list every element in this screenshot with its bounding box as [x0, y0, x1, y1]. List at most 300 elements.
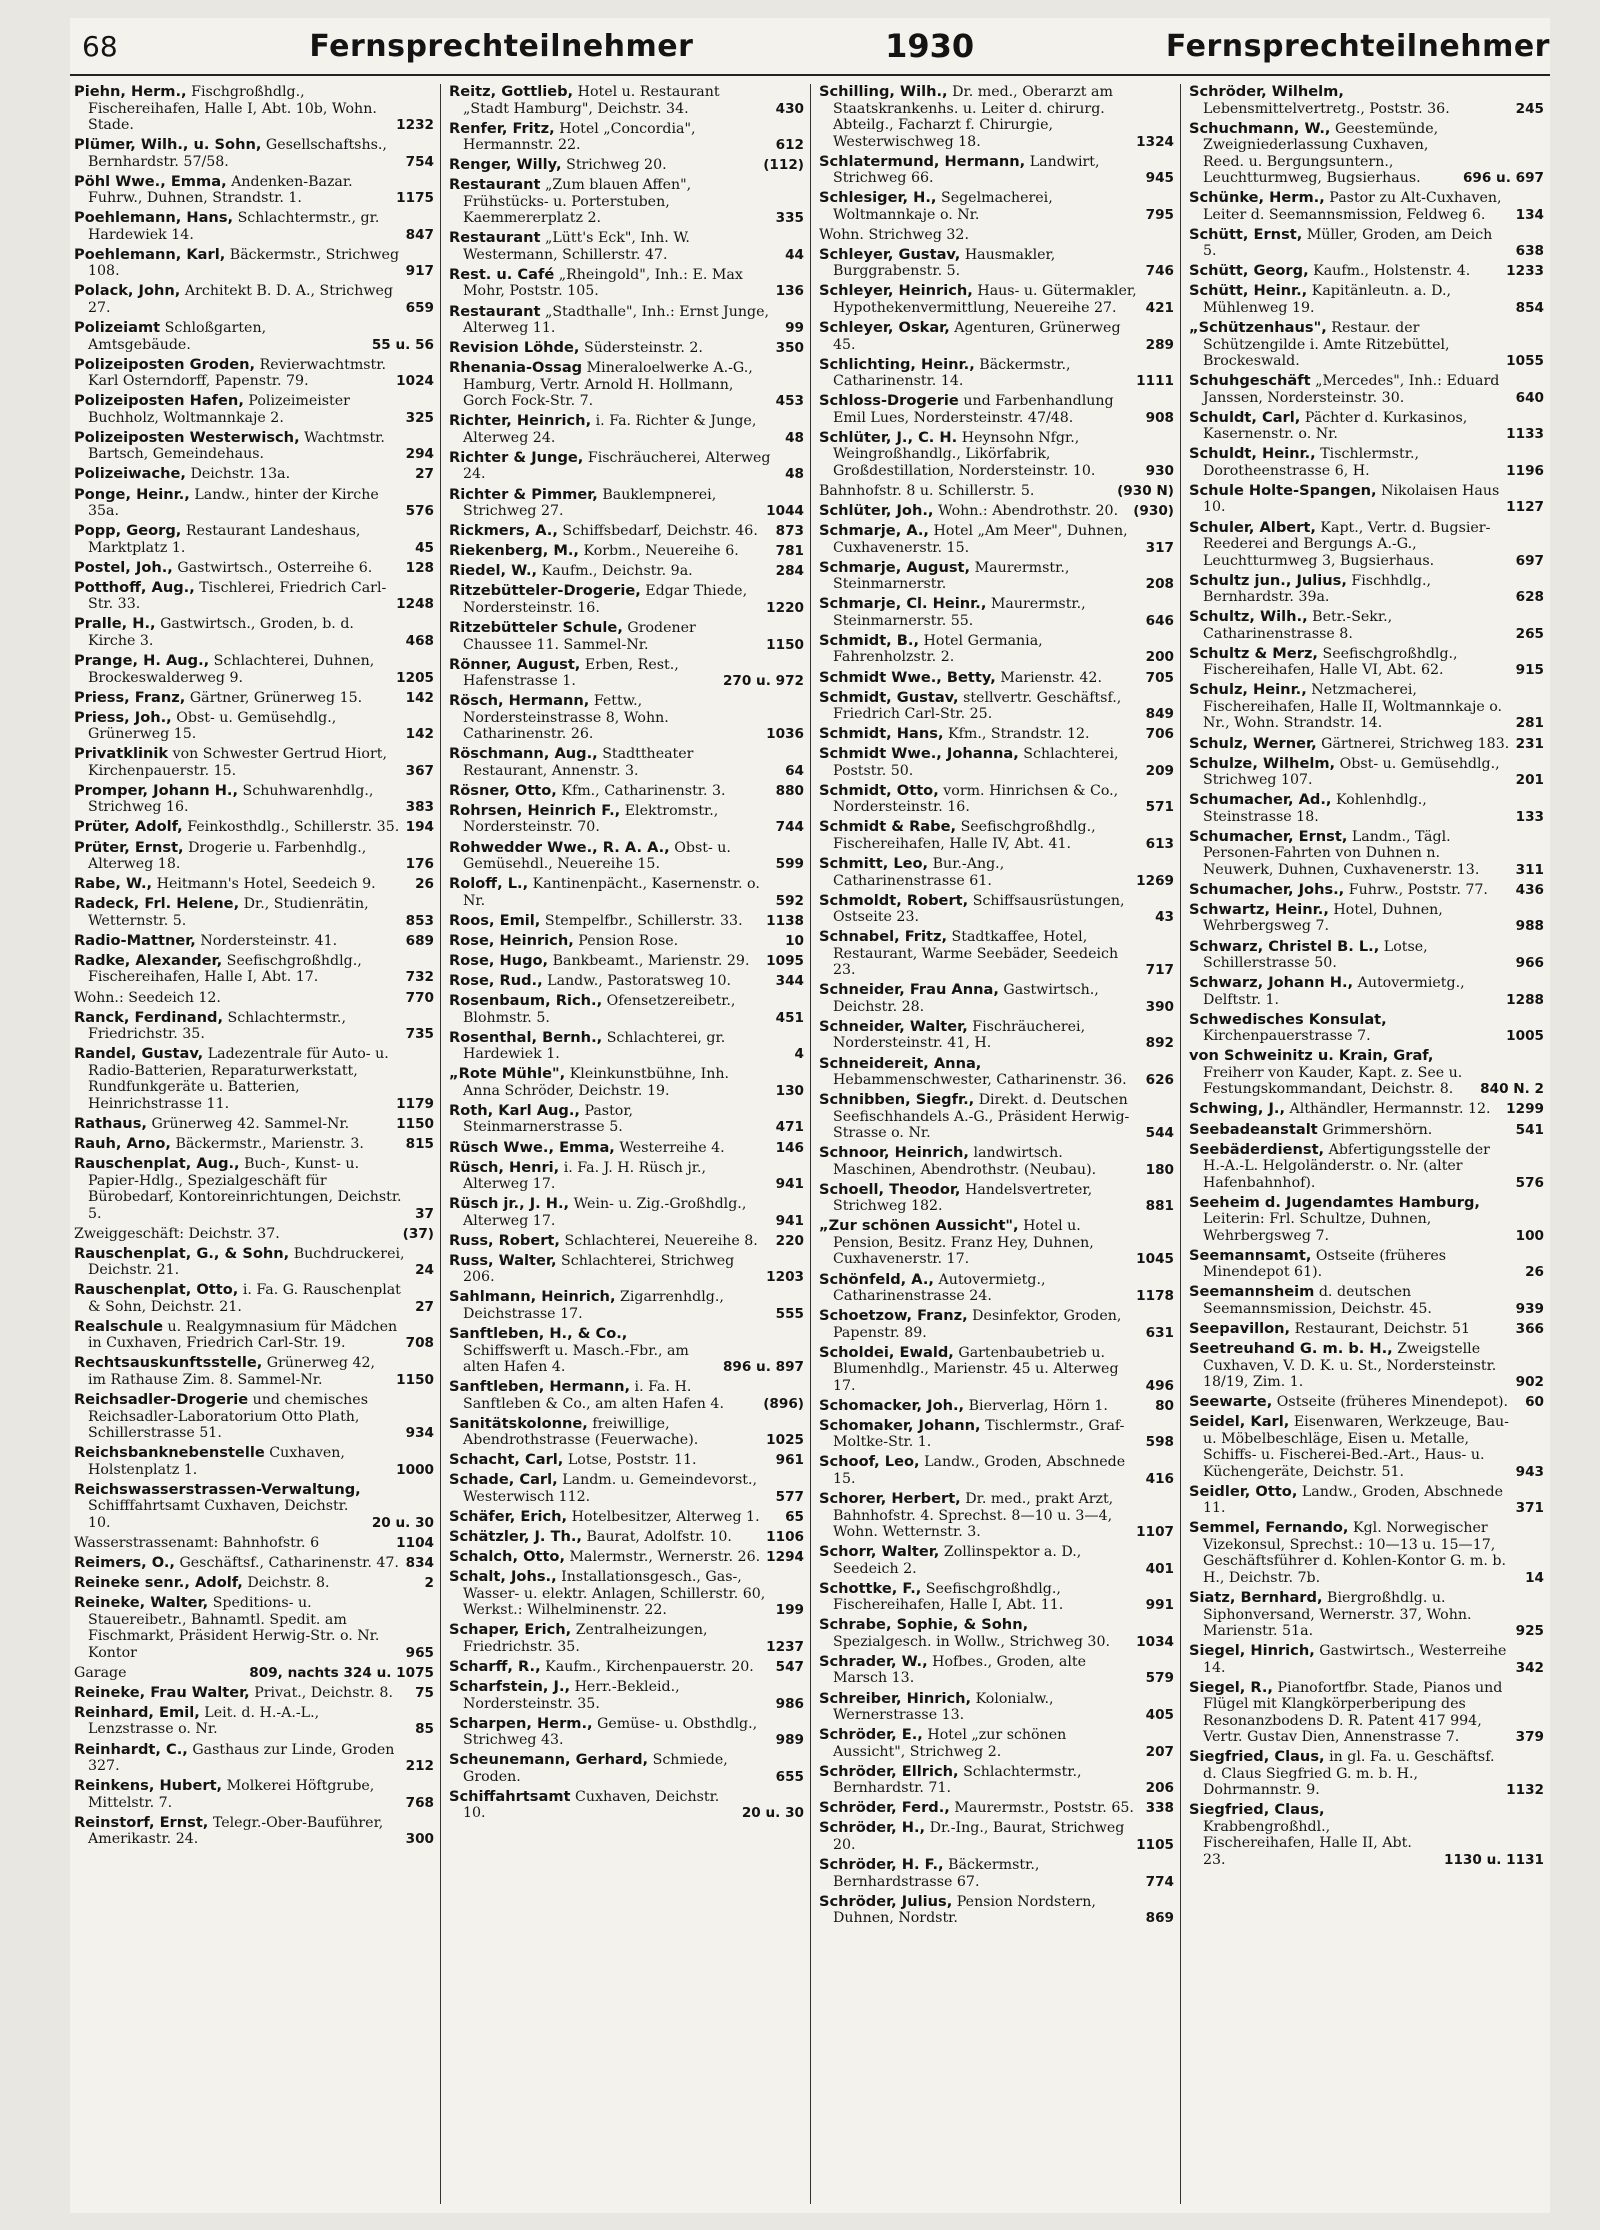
entry-name: Schwedisches Konsulat, [1189, 1010, 1387, 1028]
entry-phone-number: 592 [775, 892, 804, 909]
entry-name: Schütt, Heinr., [1189, 282, 1308, 300]
page-number: 68 [82, 29, 118, 63]
entry-name: Sanftleben, H., & Co., [449, 1325, 628, 1343]
entry-details: Privat., Deichstr. 8. [254, 1684, 393, 1701]
directory-entry [1189, 1321, 1544, 1338]
entry-text [819, 1616, 1130, 1650]
entry-text [819, 1543, 1140, 1577]
entry-name: Schwarz, Johann H., [1189, 974, 1354, 992]
directory-entry [74, 840, 434, 873]
entry-details: „Zum blauen Affen", Frühstücks- u. Porterstuben, Kaemmererplatz 2. [463, 177, 692, 227]
entry-text [819, 355, 1130, 390]
entry-phone-number: 579 [1145, 1670, 1174, 1687]
entry-name: Schuler, Albert, [1189, 518, 1316, 536]
entry-name: Siegel, Hinrich, [1189, 1642, 1315, 1660]
entry-text [1189, 408, 1500, 443]
entry-phone-number: 1150 [396, 1371, 434, 1388]
entry-name: Randel, Gustav, [74, 1045, 204, 1063]
entry-phone-number: 55 u. 56 [371, 336, 434, 353]
directory-entry [74, 1116, 434, 1133]
entry-text [74, 1225, 397, 1243]
entry-name: Pöhl Wwe., Emma, [74, 172, 227, 190]
entry-phone-number: 142 [405, 689, 434, 706]
entry-phone-number: 1269 [1136, 872, 1174, 889]
entry-text [449, 1414, 760, 1449]
entry-phone-number: 754 [405, 153, 434, 170]
entry-details: u. Realgymnasium für Mädchen in Cuxhaven, Friedrich Carl-Str. 19. [88, 1318, 398, 1352]
entry-text [819, 1144, 1140, 1178]
directory-entry [74, 990, 434, 1007]
entry-text [1189, 1748, 1500, 1799]
directory-entry [74, 710, 434, 743]
entry-name: Polizeiposten Groden, [74, 355, 256, 373]
directory-entry [819, 560, 1174, 593]
directory-entry [449, 1549, 804, 1566]
directory-entry [74, 1555, 434, 1572]
entry-name: Schnibben, Siegfr., [819, 1091, 975, 1109]
entry-name: Popp, Georg, [74, 522, 182, 540]
entry-text [74, 1354, 390, 1388]
entry-text [449, 1621, 760, 1655]
directory-entry [449, 360, 804, 410]
entry-details: Gasthaus zur Linde, Groden 327. [88, 1741, 395, 1774]
entry-phone-number: 892 [1145, 1035, 1174, 1052]
entry-name: Riekenberg, M., [449, 542, 579, 560]
entry-name: Restaurant [449, 176, 541, 194]
entry-name: Rose, Hugo, [449, 951, 549, 969]
entry-details: Ofensetzereibetr., Blohmstr. 5. [463, 993, 736, 1026]
directory-entry [819, 982, 1174, 1015]
directory-entry [449, 1326, 804, 1376]
entry-text [819, 226, 1168, 244]
entry-phone-number: 134 [1515, 206, 1544, 223]
entry-details: Schlachterei, Strichweg 206. [463, 1252, 735, 1286]
directory-entry [74, 1595, 434, 1661]
directory-entry [74, 320, 434, 353]
entry-phone-number: 26 [415, 876, 434, 893]
entry-details: Cuxhaven, Deichstr. 10. [463, 1788, 720, 1822]
directory-entry [74, 1355, 434, 1388]
entry-phone-number: 853 [405, 912, 434, 929]
entry-name: Rhenania-Ossag [449, 359, 583, 377]
entry-details: und Farbenhandlung Emil Lues, Nordersteinstr. 47/48. [833, 393, 1114, 426]
entry-name: Prüter, Adolf, [74, 818, 183, 836]
entry-name: Russ, Walter, [449, 1251, 557, 1269]
directory-entry [819, 1491, 1174, 1541]
entry-name: Seewarte, [1189, 1393, 1273, 1411]
entry-text [1189, 1340, 1510, 1391]
entry-name: Rauschenplat, Otto, [74, 1281, 239, 1299]
entry-phone-number: 902 [1515, 1374, 1544, 1391]
entry-text [74, 1703, 409, 1738]
entry-phone-number: 180 [1145, 1161, 1174, 1178]
entry-name: Schumacher, Ad., [1189, 791, 1332, 809]
entry-details: Gastwirtsch., Groden, b. d. Kirche 3. [88, 616, 354, 649]
entry-phone-number: 599 [775, 856, 804, 873]
entry-text [819, 1017, 1140, 1052]
directory-entry [449, 1416, 804, 1449]
directory-entry [74, 1535, 434, 1552]
entry-phone-number: 1205 [396, 669, 434, 686]
entry-phone-number: 371 [1515, 1500, 1544, 1517]
entry-text [819, 928, 1140, 979]
entry-text [1189, 445, 1500, 479]
entry-name: Schorer, Herbert, [819, 1490, 961, 1508]
entry-name: Schilling, Wilh., [819, 84, 948, 100]
directory-entry [819, 84, 1174, 150]
entry-phone-number: 27 [415, 466, 434, 483]
entry-name: Schmarje, A., [819, 522, 929, 540]
entry-text [74, 895, 400, 929]
entry-details: Schiffswerft u. Masch.-Fbr., am alten Hafen 4. [463, 1342, 689, 1376]
entry-details: Nikolaisen Haus 10. [1203, 482, 1500, 516]
entry-text [449, 1101, 770, 1136]
directory-entry [449, 693, 804, 743]
entry-phone-number: 1220 [766, 599, 804, 616]
entry-phone-number: 207 [1145, 1743, 1174, 1760]
entry-details: Schifffahrtsamt Cuxhaven, Deichstr. 10. [88, 1498, 349, 1531]
entry-details: stellvertr. Geschäftsf., Friedrich Carl-Str. 25. [833, 689, 1122, 723]
directory-entry [74, 84, 434, 134]
entry-text [1189, 1246, 1519, 1281]
entry-text [74, 84, 390, 134]
entry-text [1189, 1047, 1474, 1098]
entry-name: Seemannsamt, [1189, 1246, 1312, 1264]
entry-name: Schulze, Wilhelm, [1189, 754, 1336, 772]
entry-name: Rabe, W., [74, 875, 153, 893]
entry-name: Scharpen, Herm., [449, 1714, 593, 1732]
entry-details: Schlachterei, gr. Hardewiek 1. [463, 1029, 726, 1063]
entry-text [449, 1528, 760, 1546]
entry-name: Schröder, Ferd., [819, 1799, 950, 1817]
entry-details: Andenken-Bazar. Fuhrw., Duhnen, Strandstr. 1. [88, 173, 353, 207]
entry-text [449, 1714, 770, 1749]
entry-text [74, 245, 400, 280]
entry-name: von Schweinitz u. Krain, Graf, [1189, 1047, 1434, 1065]
entry-details: „Lütt's Eck", Inh. W. Westermann, Schillerstr. 47. [463, 230, 690, 263]
entry-details: Landw., Pastoratsweg 10. [547, 973, 732, 990]
directory-entry [819, 1820, 1174, 1853]
directory-entry [819, 819, 1174, 852]
entry-text [449, 339, 770, 357]
entry-details: Wohn.: Abendrothstr. 20. [937, 503, 1119, 520]
directory-entry [1189, 1048, 1544, 1098]
entry-name: Schule Holte-Spangen, [1189, 481, 1377, 499]
entry-phone-number: (37) [402, 1225, 434, 1242]
directory-entry [819, 1418, 1174, 1451]
entry-phone-number: 945 [1145, 170, 1174, 187]
entry-text [819, 428, 1140, 480]
entry-phone-number: 468 [405, 632, 434, 649]
entry-name: Siegel, R., [1189, 1678, 1273, 1696]
entry-details: Telegr.-Ober-Bauführer, Amerikastr. 24. [88, 1814, 384, 1848]
directory-entry [74, 1156, 434, 1222]
entry-text [449, 156, 757, 174]
entry-details: Marienstr. 42. [1000, 669, 1102, 686]
directory-entry [74, 210, 434, 243]
directory-entry [819, 523, 1174, 556]
entry-text [819, 1762, 1140, 1797]
entry-name: Rest. u. Café [449, 265, 555, 283]
directory-entry [74, 896, 434, 929]
entry-details: Bauklempnerei, Strichweg 27. [463, 486, 717, 520]
directory-entry [74, 1010, 434, 1043]
directory-entry [449, 913, 804, 930]
entry-details: Cuxhaven, Holstenplatz 1. [88, 1445, 345, 1478]
entry-phone-number: 471 [775, 1119, 804, 1136]
entry-details: Maurermstr., Steinmarnerstr. 55. [833, 596, 1086, 629]
entry-phone-number: 281 [1515, 715, 1544, 732]
directory-entry [1189, 483, 1544, 516]
entry-name: Reinhard, Emil, [74, 1703, 200, 1721]
entry-details: Wachtmstr. Bartsch, Gemeindehaus. [88, 429, 385, 463]
entry-details: i. Fa. G. Rauschenplat & Sohn, Deichstr. 21. [88, 1282, 401, 1315]
entry-details: Kantinenpächt., Kasernenstr. o. Nr. [463, 876, 760, 909]
entry-text [819, 1091, 1140, 1142]
entry-text [449, 1568, 770, 1619]
entry-details: Tischlermstr., Dorotheenstrasse 6, H. [1203, 446, 1419, 479]
directory-entry [1189, 609, 1544, 642]
entry-details: Kolonialw., Wernerstrasse 13. [833, 1690, 1054, 1724]
entry-details: Fettw., Nordersteinstrasse 8, Wohn. Catharinenstr. 26. [463, 693, 669, 743]
entry-phone-number: 1036 [766, 726, 804, 743]
entry-details: Heynsohn Nfgr., Weingroßhandlg., Likörfabrik, Großdestillation, Nordersteinstr. 10. [833, 429, 1096, 479]
directory-entry [819, 856, 1174, 889]
entry-details: Müller, Groden, am Deich 5. [1203, 226, 1493, 260]
directory-page [70, 18, 1550, 2213]
entry-details: Wohn.: Seedeich 12. [74, 989, 221, 1006]
directory-entry [449, 487, 804, 520]
directory-entry [74, 1742, 434, 1775]
entry-text [819, 781, 1140, 816]
entry-details: Wohn. Strichweg 32. [819, 226, 969, 243]
directory-entry [1189, 756, 1544, 789]
directory-entry [449, 230, 804, 263]
entry-phone-number: 200 [1145, 649, 1174, 666]
directory-entry [1189, 736, 1544, 753]
entry-text [819, 1689, 1140, 1724]
directory-entry [449, 1789, 804, 1822]
directory-entry [449, 657, 804, 690]
directory-entry [74, 819, 434, 836]
directory-entry [449, 783, 804, 800]
entry-phone-number: 1104 [396, 1534, 434, 1551]
entry-text [449, 992, 770, 1026]
entry-name: Schütt, Ernst, [1189, 225, 1303, 243]
entry-details: Fischhdlg., Bernhardstr. 39a. [1203, 572, 1432, 606]
entry-phone-number: 689 [405, 932, 434, 949]
directory-entry [449, 1679, 804, 1712]
directory-entry [449, 1066, 804, 1099]
entry-text [74, 172, 390, 207]
entry-phone-number: 1132 [1506, 1782, 1544, 1799]
entry-name: Roos, Emil, [449, 911, 541, 929]
directory-entry [74, 933, 434, 950]
entry-phone-number: 453 [775, 393, 804, 410]
entry-phone-number: 735 [405, 1026, 434, 1043]
entry-details: Fischräucherei, Nordersteinstr. 41, H. [833, 1018, 1086, 1052]
directory-entry [449, 267, 804, 300]
directory-entry [449, 993, 804, 1026]
directory-entry [74, 1246, 434, 1279]
directory-entry [74, 1282, 434, 1315]
entry-details: Kapt., Vertr. d. Bugsier-Reederei and Bergungs A.-G., Leuchtturmweg 3, Bugsierhaus. [1203, 519, 1491, 569]
entry-name: Scholdei, Ewald, [819, 1343, 954, 1361]
entry-text [74, 951, 400, 986]
entry-details: Maurermstr., Steinmarnerstr. [833, 559, 1070, 593]
directory-entry [819, 190, 1174, 223]
entry-text [74, 355, 390, 390]
entry-text [74, 615, 400, 649]
entry-text [819, 1054, 1140, 1089]
entry-details: Bahnhofstr. 8 u. Schillerstr. 5. [819, 482, 1035, 499]
entry-details: Landm., Tägl. Personen-Fahrten von Duhnen n. Neuwerk, Duhnen, Cuxhavenerstr. 13. [1203, 828, 1480, 878]
entry-phone-number: 383 [405, 799, 434, 816]
entry-name: Schade, Carl, [449, 1471, 558, 1489]
entry-phone-number: 60 [1525, 1394, 1544, 1411]
entry-phone-number: 130 [775, 1082, 804, 1099]
entry-name: Schmarje, Cl. Heinr., [819, 595, 987, 613]
directory-entry [1189, 520, 1544, 570]
entry-phone-number: 1138 [766, 912, 804, 929]
entry-name: Schleyer, Heinrich, [819, 282, 973, 300]
entry-phone-number: 541 [1515, 1121, 1544, 1138]
entry-name: Seidel, Karl, [1189, 1413, 1290, 1431]
directory-entry [1189, 792, 1544, 825]
entry-phone-number: 732 [405, 969, 434, 986]
entry-name: Privatklinik [74, 745, 169, 763]
entry-details: Gastwirtsch., Deichstr. 28. [833, 982, 1099, 1015]
entry-details: Krabbengroßhdl., Fischereihafen, Halle II, Abt. 23. [1203, 1818, 1412, 1868]
entry-text [449, 931, 779, 950]
entry-text [449, 655, 717, 690]
entry-name: Semmel, Fernando, [1189, 1519, 1349, 1537]
entry-phone-number: 547 [775, 1659, 804, 1675]
entry-phone-number: 774 [1145, 1873, 1174, 1890]
entry-name: Schrabe, Sophie, & Sohn, [819, 1616, 1029, 1634]
directory-entry [819, 1019, 1174, 1052]
directory-entry [449, 1253, 804, 1286]
entry-phone-number: 1133 [1506, 426, 1544, 443]
directory-entry [819, 1581, 1174, 1614]
entry-details: Bäckermstr., Marienstr. 3. [175, 1135, 364, 1152]
entry-text [449, 1378, 757, 1412]
directory-entry [819, 1894, 1174, 1927]
entry-phone-number: 1150 [766, 636, 804, 653]
entry-phone-number: 1203 [766, 1269, 804, 1286]
entry-name: Rosenthal, Bernh., [449, 1028, 603, 1046]
directory-entry [1189, 1520, 1544, 1586]
entry-name: Schlesiger, H., [819, 189, 937, 207]
directory-entry [74, 357, 434, 390]
entry-details: Dr. med., Oberarzt am Staatskrankenhs. u. Leiter d. chirurg. Abteilg., Facharzt f. Chirurgie, Westerwischweg 18. [833, 84, 1113, 150]
entry-details: Ostseite (früheres Minendepot). [1276, 1394, 1509, 1411]
entry-name: Rösner, Otto, [449, 781, 557, 799]
entry-name: Polizeiwache, [74, 465, 186, 483]
entry-phone-number: 194 [405, 819, 434, 836]
entry-name: Schultz jun., Julius, [1189, 571, 1347, 589]
entry-text [819, 1856, 1140, 1890]
entry-details: Kapitänleutn. a. D., Mühlenweg 19. [1203, 283, 1452, 316]
entry-name: Scheunemann, Gerhard, [449, 1751, 649, 1769]
entry-phone-number: 1150 [396, 1115, 434, 1132]
entry-text [819, 482, 1111, 500]
directory-entry [1189, 1248, 1544, 1281]
entry-name: Schneider, Frau Anna, [819, 981, 999, 999]
entry-phone-number: 917 [405, 263, 434, 280]
entry-details: Kgl. Norwegischer Vizekonsul, Sprechst.: 10—13 u. 15—17, Geschäftsführer d. Kohlen-Kontor G. m. b. H., Deichstr. 7b. [1203, 1520, 1506, 1586]
entry-text [819, 1343, 1140, 1395]
header-title-left: Fernsprechteilnehmer [309, 28, 694, 64]
entry-text [74, 818, 400, 836]
entry-name: Reichsbanknebenstelle [74, 1444, 265, 1462]
entry-text [449, 1288, 770, 1322]
entry-phone-number: 939 [1515, 1300, 1544, 1317]
entry-text [1189, 1100, 1500, 1118]
directory-entry [74, 137, 434, 170]
directory-entry [449, 177, 804, 227]
entry-details: Tischlermstr., Graf-Moltke-Str. 1. [833, 1417, 1125, 1451]
entry-phone-number: 421 [1145, 299, 1174, 316]
entry-text [449, 1138, 770, 1157]
entry-details: Landw., Groden, Abschnede 11. [1203, 1483, 1503, 1517]
entry-name: Ranck, Ferdinand, [74, 1008, 223, 1026]
entry-details: Grünerweg 42. Sammel-Nr. [151, 1115, 350, 1132]
entry-details: Malermstr., Wernerstr. 26. [569, 1549, 761, 1566]
entry-name: Reichswasserstrassen-Verwaltung, [74, 1480, 361, 1498]
entry-text [449, 1548, 761, 1566]
entry-phone-number: 176 [405, 856, 434, 873]
entry-details: Handelsvertreter, Strichweg 182. [833, 1181, 1093, 1215]
entry-details: Schlachtermstr., gr. Hardewiek 14. [88, 210, 380, 243]
entry-details: Autovermietg., Delftstr. 1. [1203, 975, 1465, 1008]
entry-details: „Rheingold", Inh.: E. Max Mohr, Poststr. 105. [463, 266, 743, 300]
entry-phone-number: 335 [775, 210, 804, 227]
entry-name: Schlüter, J., C. H. [819, 428, 958, 446]
entry-phone-number: 966 [1515, 955, 1544, 972]
directory-entry [74, 653, 434, 686]
entry-phone-number: 128 [405, 559, 434, 576]
entry-details: Pastor zu Alt-Cuxhaven, Leiter d. Seemannsmission, Feldweg 6. [1203, 190, 1502, 223]
entry-text [1189, 608, 1510, 642]
entry-name: Schröder, E., [819, 1726, 923, 1744]
entry-text [449, 1508, 779, 1526]
entry-details: Restaurant Landeshaus, Marktplatz 1. [88, 523, 361, 556]
entry-text [74, 209, 400, 243]
entry-name: Polizeiamt [74, 319, 161, 337]
entry-details: Leit. d. H.-A.-L., Lenzstrasse o. Nr. [88, 1704, 320, 1738]
entry-name: Roloff, L., [449, 875, 529, 893]
entry-details: Schuhwarenhdlg., Strichweg 16. [88, 782, 374, 816]
entry-name: Scharff, R., [449, 1658, 541, 1675]
entry-text [819, 1726, 1140, 1760]
entry-text [819, 668, 1140, 687]
entry-text [74, 578, 390, 613]
directory-entry [819, 1272, 1174, 1305]
entry-phone-number: 1233 [1506, 263, 1544, 280]
directory-column-1 [70, 84, 440, 2204]
entry-text [1189, 1320, 1510, 1338]
entry-text [449, 745, 779, 779]
entry-details: Wasserstrassenamt: Bahnhofstr. 6 [74, 1534, 320, 1551]
entry-name: Schmidt, Otto, [819, 781, 939, 799]
entry-name: Schätzler, J. Th., [449, 1528, 582, 1546]
entry-phone-number: (896) [763, 1395, 804, 1412]
entry-details: Hotel, Duhnen, Wehrbergsweg 7. [1203, 901, 1443, 935]
entry-details: Buch-, Kunst- u. Papier-Hdlg., Spezialgeschäft für Bürobedarf, Kontoreinrichtungen, Deichstr. 5. [88, 1156, 402, 1222]
entry-name: Schreiber, Hinrich, [819, 1689, 972, 1707]
entry-phone-number: 809, nachts 324 u. 1075 [249, 1664, 434, 1681]
